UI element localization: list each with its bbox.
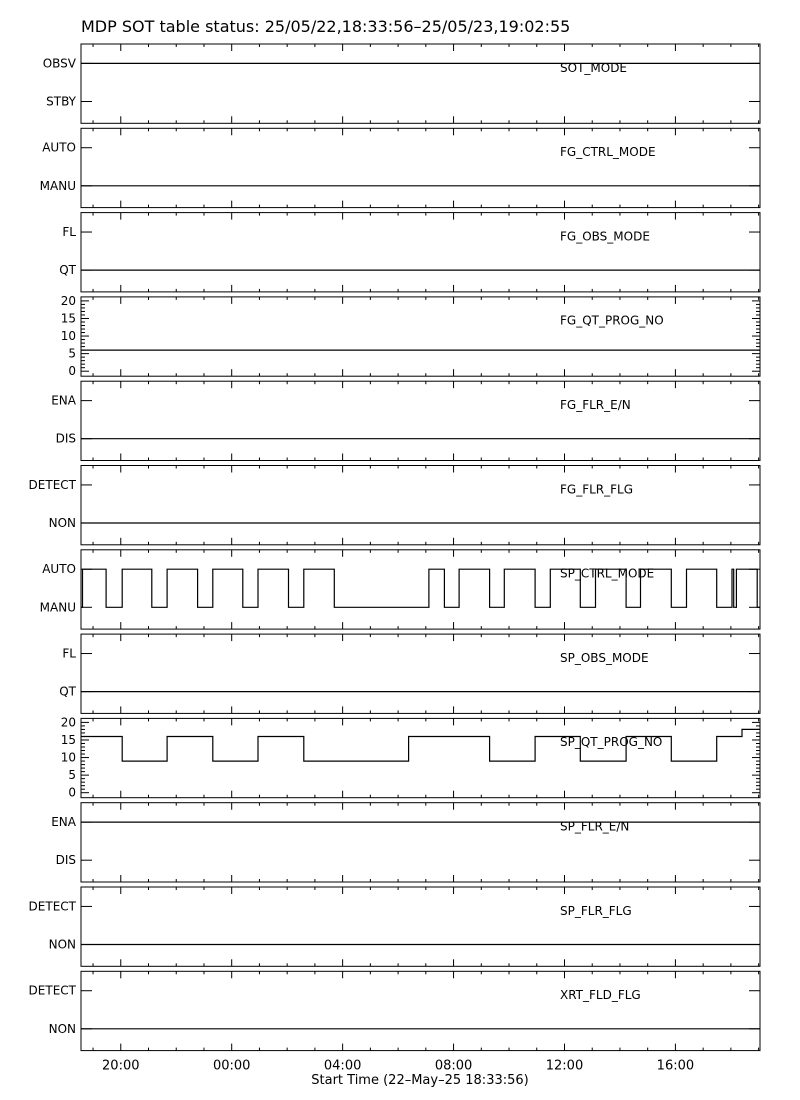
panel-label: FG_CTRL_MODE	[560, 145, 656, 160]
panel-frame	[81, 550, 760, 629]
y-tick-label: DETECT	[28, 983, 76, 998]
series-line	[81, 566, 760, 607]
panel-fg-qt-prog-no	[61, 294, 760, 378]
panel-label: FG_OBS_MODE	[560, 229, 650, 244]
y-tick-label: 0	[68, 785, 76, 800]
y-tick-label: FL	[62, 646, 76, 661]
panels	[29, 44, 760, 1074]
x-tick-label: 04:00	[323, 1058, 362, 1074]
panel-fg-ctrl-mode	[40, 128, 760, 207]
y-tick-label: DETECT	[28, 477, 76, 492]
y-tick-label: DETECT	[28, 899, 76, 914]
x-tick-label: 08:00	[434, 1058, 473, 1074]
panel-fg-flr-e-n	[51, 381, 760, 460]
y-tick-label: 20	[60, 715, 76, 730]
y-tick-label: STBY	[46, 94, 76, 109]
panel-frame	[81, 887, 760, 966]
panel-label: SP_OBS_MODE	[560, 650, 649, 665]
y-tick-label: NON	[48, 1021, 76, 1036]
panel-frame	[81, 381, 760, 460]
panel-frame	[81, 213, 760, 292]
panel-sp-qt-prog-no	[61, 715, 760, 799]
y-tick-label: 5	[68, 346, 76, 361]
panel-frame	[81, 128, 760, 207]
chart-title: MDP SOT table status: 25/05/22,18:33:56–25/05/23,19:02:55	[81, 17, 571, 36]
y-tick-label: NON	[48, 515, 76, 530]
x-tick-label: 16:00	[656, 1058, 695, 1074]
x-tick-label: 00:00	[212, 1058, 251, 1074]
y-tick-label: 15	[60, 311, 76, 326]
y-tick-label: AUTO	[42, 140, 76, 155]
panel-label: XRT_FLD_FLG	[560, 988, 641, 1003]
panel-fg-obs-mode	[59, 213, 760, 292]
panel-label: SOT_MODE	[560, 60, 628, 75]
y-tick-label: ENA	[51, 815, 76, 830]
panel-frame	[81, 803, 760, 882]
y-tick-label: 5	[68, 768, 76, 783]
panel-frame	[81, 634, 760, 713]
panel-sp-ctrl-mode	[40, 550, 760, 629]
panel-sp-flr-e-n	[51, 803, 760, 882]
y-tick-label: DIS	[55, 431, 76, 446]
y-tick-label: MANU	[39, 600, 76, 615]
y-tick-label: 15	[60, 732, 76, 747]
y-tick-label: ENA	[51, 393, 76, 408]
x-tick-label: 20:00	[102, 1058, 140, 1074]
panel-label: SP_FLR_E/N	[560, 819, 630, 834]
panel-frame	[81, 971, 760, 1050]
y-tick-label: DIS	[55, 853, 76, 868]
x-axis-label: Start Time (22–May–25 18:33:56)	[311, 1073, 529, 1088]
panel-sp-flr-flg	[29, 887, 760, 966]
panel-label: SP_FLR_FLG	[560, 903, 632, 918]
panel-frame	[81, 466, 760, 545]
panel-frame	[81, 297, 760, 376]
panel-label: FG_QT_PROG_NO	[560, 313, 664, 328]
panel-label: SP_CTRL_MODE	[560, 566, 655, 581]
y-tick-label: 0	[68, 364, 76, 379]
panel-sot-mode	[43, 44, 760, 123]
y-tick-label: 20	[60, 293, 76, 308]
panel-xrt-fld-flg	[29, 971, 760, 1050]
panel-frame	[81, 718, 760, 797]
panel-frame	[81, 44, 760, 123]
panel-label: SP_QT_PROG_NO	[560, 735, 663, 750]
y-tick-label: OBSV	[42, 56, 76, 71]
y-tick-label: QT	[59, 684, 76, 699]
y-tick-label: MANU	[39, 178, 76, 193]
x-tick-label: 12:00	[545, 1058, 584, 1074]
y-tick-label: NON	[48, 937, 76, 952]
panel-label: FG_FLR_FLG	[560, 482, 634, 497]
panel-label: FG_FLR_E/N	[560, 397, 631, 412]
y-tick-label: QT	[59, 263, 76, 278]
panel-fg-flr-flg	[29, 466, 760, 545]
y-tick-label: FL	[62, 225, 76, 240]
y-tick-label: 10	[60, 329, 76, 344]
y-tick-label: 10	[60, 750, 76, 765]
panel-sp-obs-mode	[59, 634, 760, 713]
y-tick-label: AUTO	[42, 562, 76, 577]
